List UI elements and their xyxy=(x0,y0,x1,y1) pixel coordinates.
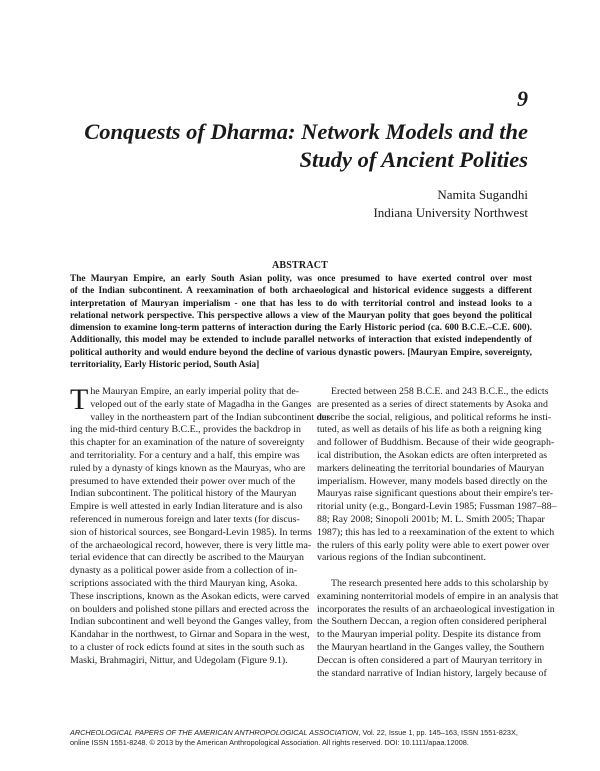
body-line: of the archaeological record, however, there is very little ma- xyxy=(70,539,312,551)
body-line: are presented as a series of direct statements by Asoka and xyxy=(317,398,548,410)
body-line: dynasty as a political power aside from a collection of in- xyxy=(70,565,298,577)
body-line: Kandahar in the northwest, to Girnar and Sopara in the west, xyxy=(70,629,310,641)
body-line: imperialism. However, many models based directly on the xyxy=(317,475,548,487)
body-line: tuted, as well as details of his life as both a reigning king xyxy=(317,424,542,436)
body-line: ruled by a dynasty of kings known as the Mauryas, who are xyxy=(70,462,306,474)
article-title xyxy=(58,118,528,174)
body-line: ical distribution, the Asokan edicts are often interpreted as xyxy=(317,449,548,461)
journal-footer xyxy=(70,728,540,748)
body-line: Deccan is often considered a part of Mauryan territory in xyxy=(317,654,543,666)
body-column-right xyxy=(317,386,559,680)
body-line: Mauryas raise significant questions about their empire's ter- xyxy=(317,488,554,500)
footer-citation: , Vol. 22, Issue 1, pp. 145–163, ISSN 1551-823X, xyxy=(358,728,518,737)
author-affiliation: Indiana University Northwest xyxy=(373,205,528,220)
body-line: Indian subcontinent. The political history of the Mauryan xyxy=(70,488,297,500)
body-line: and territoriality. For a century and a half, this empire was xyxy=(70,449,300,461)
body-line: the rulers of this early polity were able to exert power over xyxy=(317,539,550,551)
abstract-line: political authority and would endure beyond the decline of various dynastic powers. [Mauryan Empire, sovereignty, xyxy=(70,347,532,358)
body-line: to the Mauryan imperial polity. Despite its distance from xyxy=(317,629,541,641)
abstract-text xyxy=(70,273,532,371)
body-line: the standard narrative of Indian history, largely because of xyxy=(317,667,547,679)
body-line: Erected between 258 B.C.E. and 243 B.C.E., the edicts xyxy=(331,386,549,397)
body-line: to a cluster of rock edicts found at sites in the south such as xyxy=(70,641,305,653)
body-line: scriptions associated with the third Mauryan king, Asoka. xyxy=(70,577,298,589)
body-line: Empire is well attested in early Indian literature and is also xyxy=(70,501,303,513)
footer-line-2: online ISSN 1551-8248. © 2013 by the American Anthropological Association. All rights reserved. DOI: 10.1111/apaa.12008. xyxy=(70,738,469,747)
body-line: examining nonterritorial models of empire in an analysis that xyxy=(317,590,559,602)
abstract-line: relational network perspective. This perspective allows a view of the Mauryan polity that goes beyond the political xyxy=(70,310,532,321)
abstract-line: of the Indian subcontinent. A reexamination of both archaeological and historical evidence suggests a different xyxy=(70,286,532,297)
body-line: veloped out of the early state of Magadha in the Ganges xyxy=(90,398,312,410)
body-line: referenced in numerous foreign and later texts (for discus- xyxy=(70,513,300,525)
body-line: the Mauryan heartland in the Ganges valley, the Southern xyxy=(317,641,545,653)
author-block xyxy=(373,186,528,222)
abstract-heading: ABSTRACT xyxy=(271,260,329,271)
body-line: presumed to have extended their power over much of the xyxy=(70,475,296,487)
abstract-line: territoriality, Early Historic period, South Asia] xyxy=(70,360,260,371)
body-line: Maski, Brahmagiri, Nittur, and Udegolam (Figure 9.1). xyxy=(70,654,288,666)
abstract-line: Additionally, this model may be extended to include parallel networks of interaction that existed independently of xyxy=(70,335,532,346)
body-line: ing the mid-third century B.C.E., provides the backdrop in xyxy=(70,424,301,436)
body-line: he Mauryan Empire, an early imperial polity that de- xyxy=(90,386,300,397)
title-line-1: Conquests of Dharma: Network Models and the xyxy=(84,119,528,144)
body-line: Indian subcontinent and well beyond the Ganges valley, from xyxy=(70,616,313,628)
body-line: and follower of Buddhism. Because of their wide geograph- xyxy=(317,437,555,449)
body-line: this chapter for an examination of the nature of sovereignty xyxy=(70,437,305,449)
body-line: 1987); this has led to a reexamination of the extent to which xyxy=(317,526,555,538)
body-column-left xyxy=(70,383,333,668)
body-line: sion of historical sources, see Bongard-Levin 1985). In terms xyxy=(70,526,312,538)
journal-name: ARCHEOLOGICAL PAPERS OF THE AMERICAN ANTHROPOLOGICAL ASSOCIATION xyxy=(70,728,359,737)
body-line: These inscriptions, known as the Asokan edicts, were carved xyxy=(70,590,310,602)
abstract-line: dimension to examine long-term patterns of interaction during the Early Historic period (ca. 600 B.C.E.–C.E. 600). xyxy=(70,323,532,334)
abstract-line: The Mauryan Empire, an early South Asian polity, was once presumed to have exerted control over most xyxy=(70,274,532,284)
body-line: terial evidence that can directly be ascribed to the Mauryan xyxy=(70,552,304,564)
drop-cap: T xyxy=(70,383,89,416)
body-line: 88; Ray 2008; Sinopoli 2001b; M. L. Smith 2005; Thapar xyxy=(317,513,545,525)
chapter-number: 9 xyxy=(517,86,528,111)
body-line: describe the social, religious, and political reforms he insti- xyxy=(317,411,552,423)
body-line: on boulders and polished stone pillars and erected across the xyxy=(70,603,309,615)
footer-line-1 xyxy=(70,728,540,738)
author-name: Namita Sugandhi xyxy=(437,187,528,202)
body-line: incorporates the results of an archaeological investigation in xyxy=(317,603,555,615)
body-line: various regions of the Indian subcontinent. xyxy=(317,552,486,564)
opening-lines xyxy=(70,383,312,416)
body-line: ritorial unity (e.g., Bongard-Levin 1985; Fussman 1987–88– xyxy=(317,501,557,513)
body-line: markers delineating the territorial boundaries of Mauryan xyxy=(317,462,545,474)
title-line-2: Study of Ancient Polities xyxy=(299,147,528,172)
body-line: the Southern Deccan, a region often considered peripheral xyxy=(317,616,547,628)
body-line: The research presented here adds to this scholarship by xyxy=(331,577,549,589)
abstract-line: interpretation of Mauryan imperialism - one that has less to do with territorial control and instead looks to a xyxy=(70,298,532,309)
body-line: valley in the northeastern part of the Indian subcontinent dur- xyxy=(90,411,333,423)
